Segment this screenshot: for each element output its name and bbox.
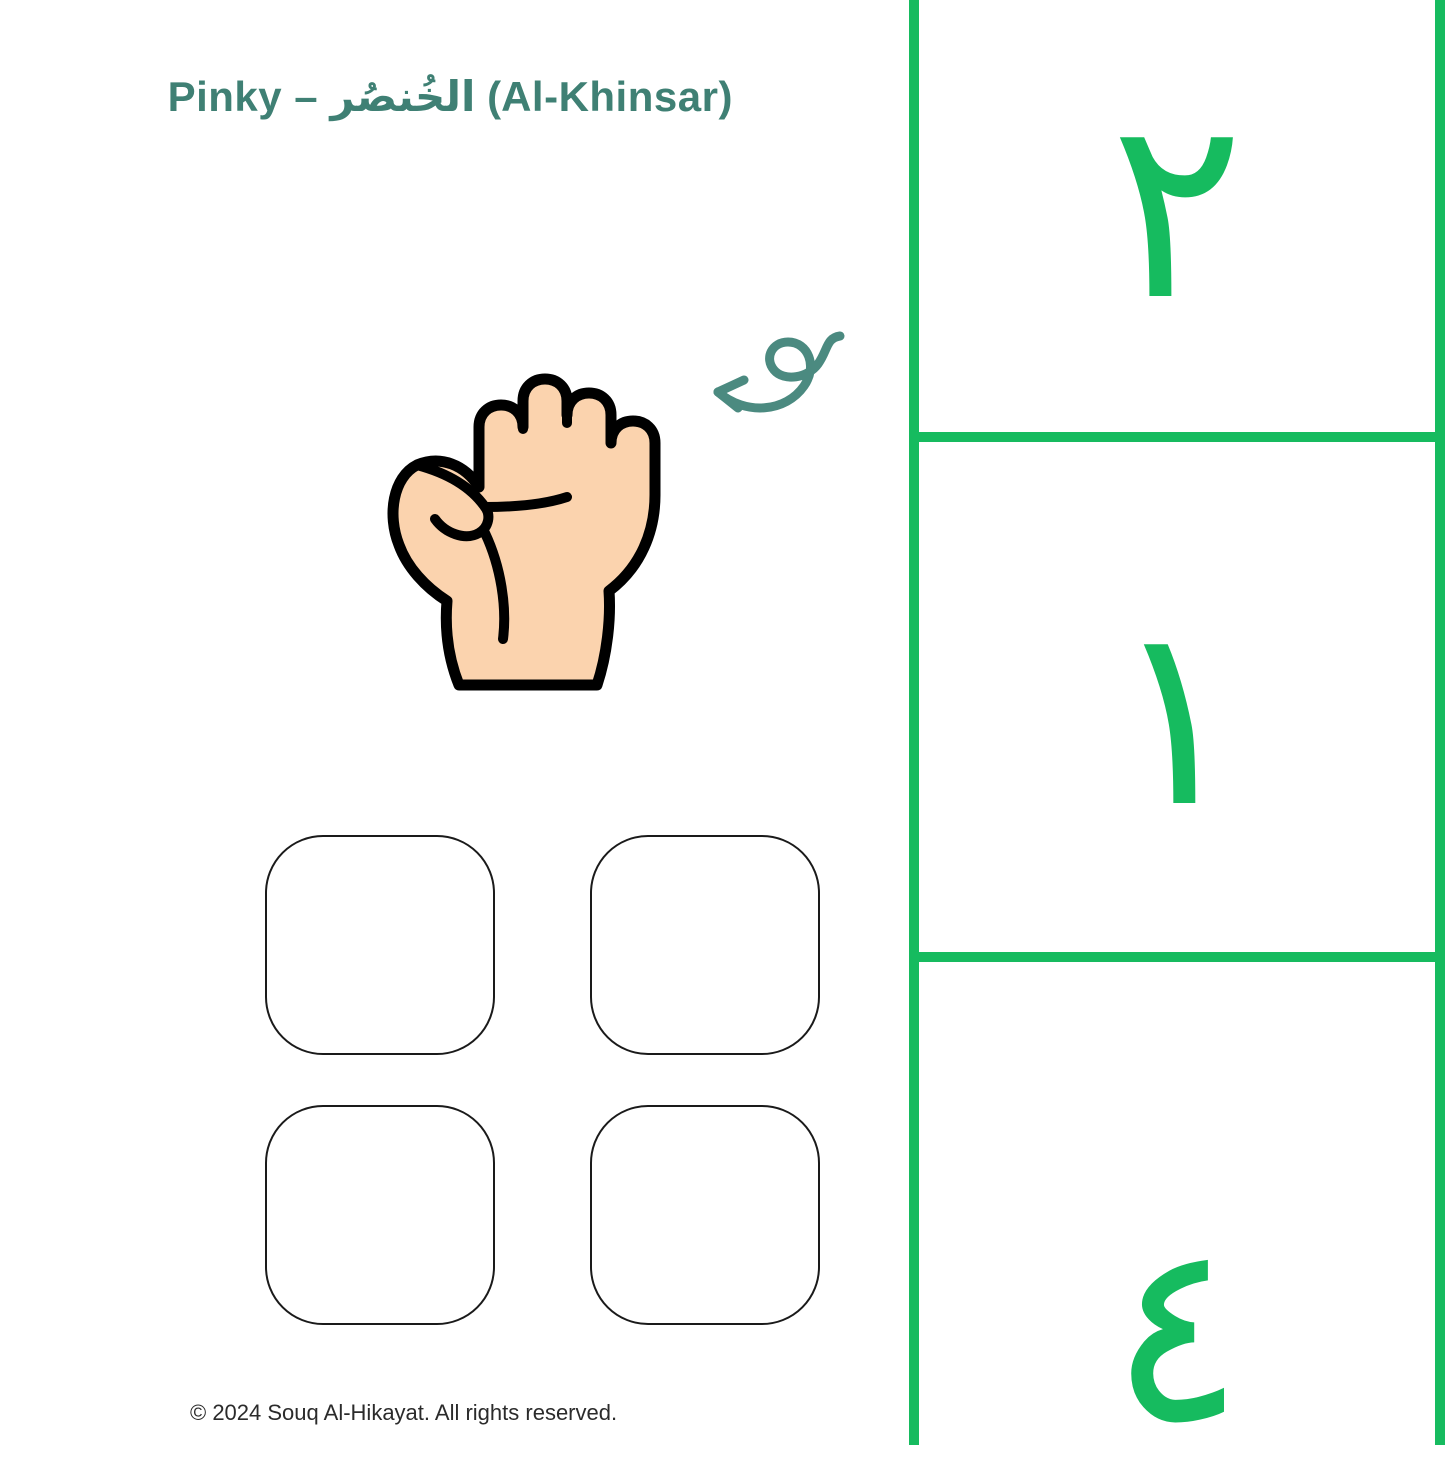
grid-divider-1: [909, 432, 1445, 442]
tracing-box-2[interactable]: [590, 835, 820, 1055]
number-cell-1[interactable]: [919, 0, 1435, 432]
direction-arrow: [700, 320, 870, 430]
tracing-box-3[interactable]: [265, 1105, 495, 1325]
number-cell-2[interactable]: [919, 442, 1435, 952]
grid-border-right: [1435, 0, 1445, 1445]
grid-border-left: [909, 0, 919, 1445]
title-arabic: الخُنصُر: [330, 72, 476, 121]
tracing-box-1[interactable]: [265, 835, 495, 1055]
number-cell-3[interactable]: [919, 962, 1435, 1479]
title-latin-left: Pinky –: [167, 73, 319, 120]
copyright-notice: © 2024 Souq Al-Hikayat. All rights reserved.: [190, 1400, 618, 1425]
page-title: [0, 72, 900, 121]
title-latin-right: (Al-Khinsar): [487, 73, 733, 120]
hand-four-fingers-up-icon: [355, 215, 875, 715]
number-grid: [909, 0, 1445, 1479]
tracing-box-4[interactable]: [590, 1105, 820, 1325]
grid-divider-2: [909, 952, 1445, 962]
curved-arrow-left-icon: [700, 320, 870, 430]
hand-illustration: [355, 215, 875, 715]
tracing-boxes: [265, 835, 825, 1335]
arabic-digit-4: ٤: [1109, 1187, 1245, 1479]
arabic-digit-1: ١: [1109, 571, 1245, 862]
arabic-digit-2: ٢: [1109, 64, 1245, 355]
